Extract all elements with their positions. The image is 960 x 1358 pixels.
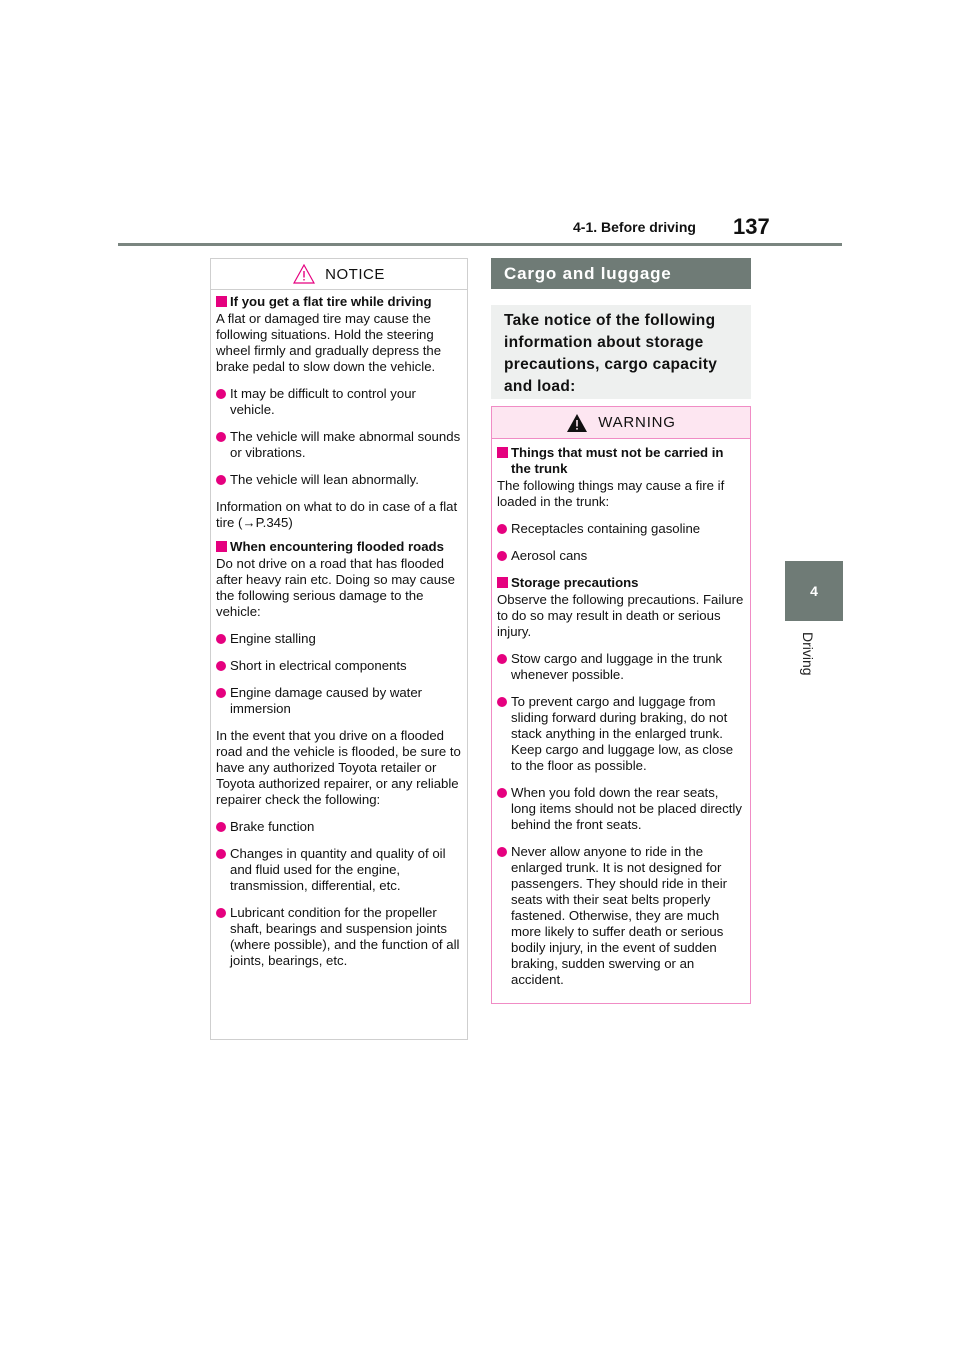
list-item-text: Stow cargo and luggage in the trunk whenever possible. — [511, 651, 723, 682]
warning-header — [492, 407, 750, 439]
caution-triangle-icon — [293, 264, 315, 284]
notice-header — [211, 259, 467, 290]
list-item-text: Changes in quantity and quality of oil and fluid used for the engine, transmission, differential, etc. — [230, 846, 446, 893]
notice-subheading — [216, 539, 461, 555]
list-item — [216, 631, 461, 647]
notice-box — [210, 258, 468, 1040]
list-item-text: It may be difficult to control your vehicle. — [230, 386, 416, 417]
list-item — [216, 429, 461, 461]
bullet-dot-icon — [216, 661, 226, 671]
list-item — [216, 472, 461, 488]
list-item-text: The vehicle will lean abnormally. — [230, 472, 419, 487]
list-item — [497, 694, 744, 774]
warning-subheading — [497, 575, 744, 591]
list-item-text: Engine stalling — [230, 631, 316, 646]
list-item-text: Engine damage caused by water immersion — [230, 685, 423, 716]
warning-title: WARNING — [598, 414, 676, 431]
list-item — [497, 651, 744, 683]
list-item — [497, 844, 744, 988]
section-label: 4-1. Before driving — [573, 219, 696, 235]
bullet-dot-icon — [497, 654, 507, 664]
bullet-dot-icon — [497, 551, 507, 561]
header-rule — [118, 243, 842, 246]
list-item-text: To prevent cargo and luggage from sliding forward during braking, do not stack anything in the enlarged trunk. Keep cargo and luggage low, as close to the floor as possible. — [511, 694, 734, 773]
list-item — [216, 819, 461, 835]
square-bullet-icon — [216, 296, 227, 307]
list-item — [216, 685, 461, 717]
warning-body — [492, 439, 750, 988]
bullet-dot-icon — [216, 908, 226, 918]
list-item — [497, 521, 744, 537]
chapter-tab: 4 — [785, 561, 843, 621]
list-item-text: When you fold down the rear seats, long items should not be placed directly behind the front seats. — [511, 785, 742, 832]
square-bullet-icon — [497, 447, 508, 458]
section-heading-bar: Cargo and luggage — [491, 258, 751, 289]
list-item-text: Receptacles containing gasoline — [511, 521, 701, 536]
subheading-text: If you get a flat tire while driving — [230, 294, 432, 309]
notice-title: NOTICE — [325, 265, 385, 283]
bullet-dot-icon — [497, 697, 507, 707]
paragraph: In the event that you drive on a flooded road and the vehicle is flooded, be sure to have any authorized Toyota retailer or Toyota authorized repairer, or any reliable repairer check the following: — [216, 728, 461, 807]
page-header — [0, 0, 960, 250]
bullet-dot-icon — [497, 788, 507, 798]
paragraph: Information on what to do in case of a flat tire (→P.345) — [216, 499, 458, 530]
notice-subheading — [216, 294, 461, 310]
paragraph: Do not drive on a road that has flooded after heavy rain etc. Doing so may cause the following serious damage to the vehicle: — [216, 556, 455, 619]
intro-box: Take notice of the following information about storage precautions, cargo capacity and load: — [491, 305, 751, 399]
list-item-text: Brake function — [230, 819, 315, 834]
list-item-text: Lubricant condition for the propeller shaft, bearings and suspension joints (where possible), and the function of all joints, bearings, etc. — [230, 905, 460, 968]
list-item — [497, 548, 744, 564]
notice-body — [211, 290, 467, 969]
list-item-text: Never allow anyone to ride in the enlarged trunk. It is not designed for passengers. They should ride in their seats with their seat belts properly fastened. Otherwise, they are much more likely to suffer death or serious bodily injury, in the event of sudden braking, sudden swerving or an accident. — [511, 844, 728, 987]
bullet-dot-icon — [497, 847, 507, 857]
subheading-text: Things that must not be carried in the trunk — [511, 445, 724, 476]
square-bullet-icon — [497, 577, 508, 588]
warning-triangle-icon — [566, 413, 588, 433]
list-item-text: The vehicle will make abnormal sounds or vibrations. — [230, 429, 461, 460]
paragraph: The following things may cause a fire if loaded in the trunk: — [497, 478, 725, 509]
paragraph: Observe the following precautions. Failure to do so may result in death or serious injury. — [497, 592, 744, 639]
bullet-dot-icon — [497, 524, 507, 534]
list-item-text: Short in electrical components — [230, 658, 407, 673]
paragraph: A flat or damaged tire may cause the following situations. Hold the steering wheel firmly and gradually depress the brake pedal to slow down the vehicle. — [216, 311, 442, 374]
warning-subheading — [497, 445, 744, 477]
bullet-dot-icon — [216, 432, 226, 442]
bullet-dot-icon — [216, 634, 226, 644]
list-item — [216, 846, 461, 894]
bullet-dot-icon — [216, 849, 226, 859]
list-item — [216, 386, 461, 418]
list-item — [216, 905, 461, 969]
list-item — [216, 658, 461, 674]
page-number: 137 — [733, 214, 770, 239]
list-item-text: Aerosol cans — [511, 548, 588, 563]
subheading-text: When encountering flooded roads — [230, 539, 444, 554]
square-bullet-icon — [216, 541, 227, 552]
list-item — [497, 785, 744, 833]
bullet-dot-icon — [216, 389, 226, 399]
subheading-text: Storage precautions — [511, 575, 639, 590]
warning-box — [491, 406, 751, 1004]
bullet-dot-icon — [216, 688, 226, 698]
bullet-dot-icon — [216, 822, 226, 832]
chapter-title: Driving — [800, 632, 816, 676]
bullet-dot-icon — [216, 475, 226, 485]
